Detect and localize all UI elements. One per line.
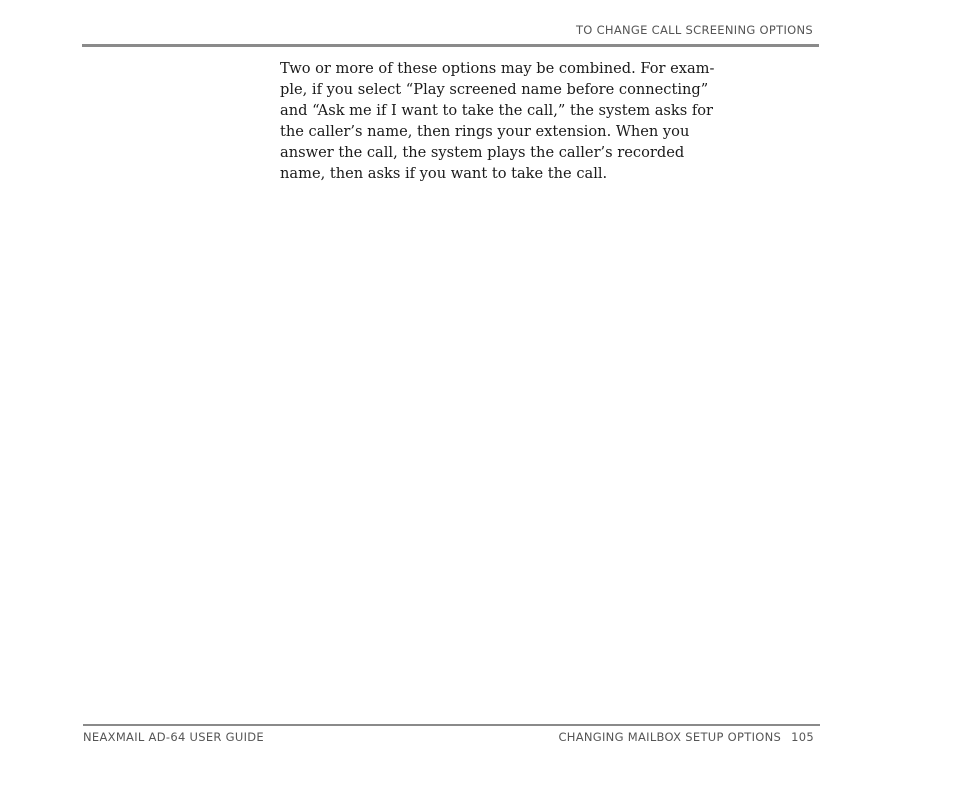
paragraph-line: the caller’s name, then rings your extension. When you xyxy=(280,123,690,140)
header-rule xyxy=(82,44,819,47)
footer-section-title: CHANGING MAILBOX SETUP OPTIONS xyxy=(558,730,782,744)
body-paragraph xyxy=(280,58,750,184)
paragraph-line: name, then asks if you want to take the call. xyxy=(280,165,608,182)
running-header-title: TO CHANGE CALL SCREENING OPTIONS xyxy=(575,23,813,37)
paragraph-line: ple, if you select “Play screened name before connecting” xyxy=(280,81,709,98)
page-number: 105 xyxy=(791,730,814,744)
paragraph-line: Two or more of these options may be combined. For exam- xyxy=(280,60,715,77)
footer-rule xyxy=(83,724,820,726)
footer-section xyxy=(558,730,814,744)
paragraph-line: and “Ask me if I want to take the call,” the system asks for xyxy=(280,102,714,119)
footer-guide-title: NEAXMAIL AD-64 USER GUIDE xyxy=(83,730,264,744)
paragraph-line: answer the call, the system plays the caller’s recorded xyxy=(280,144,685,161)
